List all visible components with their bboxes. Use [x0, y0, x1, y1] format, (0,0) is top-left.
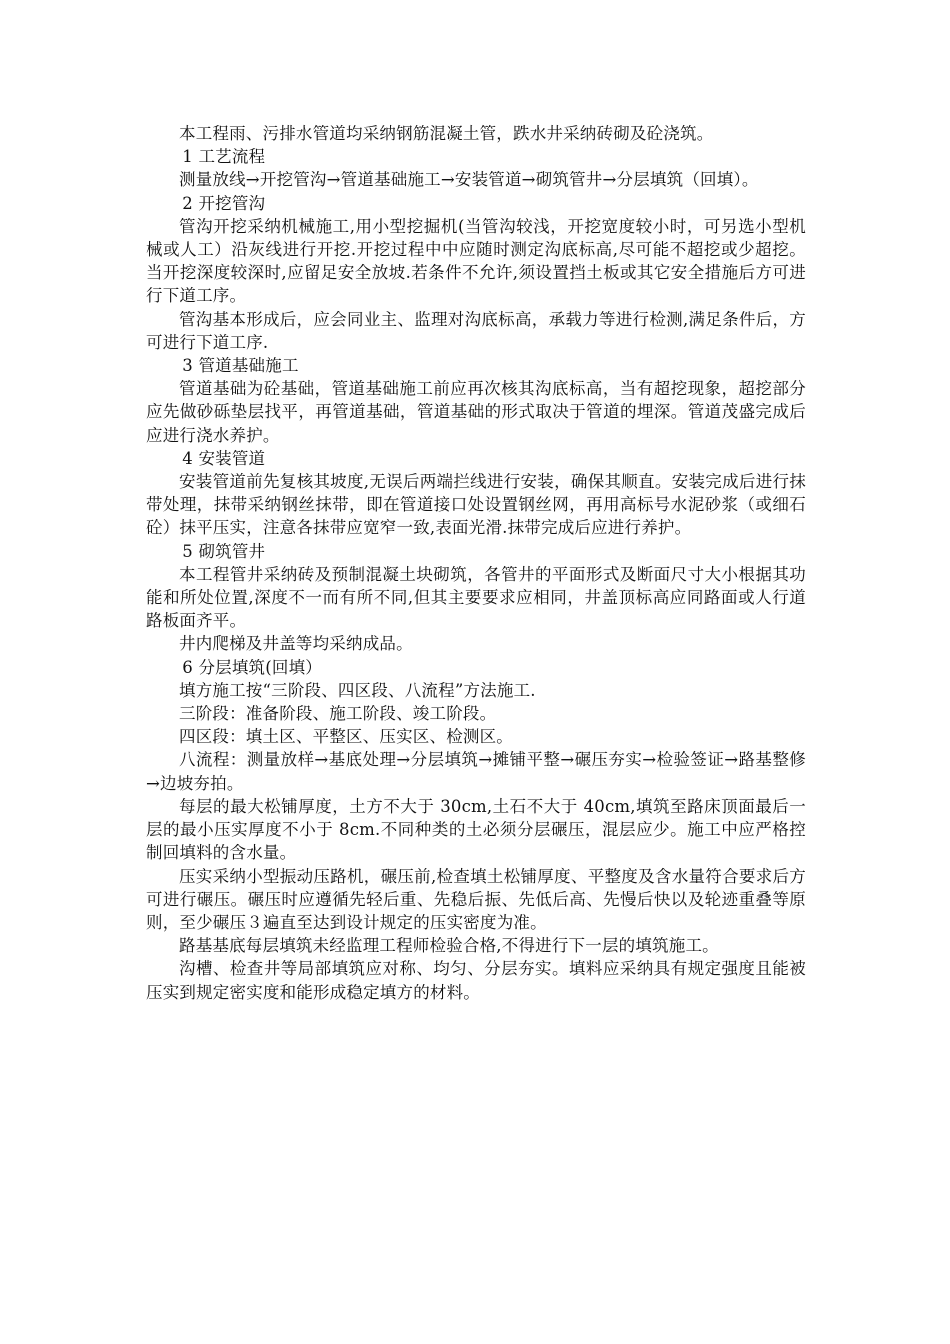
paragraph-three-stages: 三阶段：准备阶段、施工阶段、竣工阶段。	[179, 704, 497, 724]
intro-paragraph: 本工程雨、污排水管道均采纳钢筋混凝土管，跌水井采纳砖砌及砼浇筑。	[179, 124, 714, 143]
paragraph-pipe-install: 安装管道前先复核其坡度,无误后两端拦线进行安装，确保其顺直。安装完成后进行抹带处理，抹带采纳钢丝抹带，即在管道接口处设置钢丝网，再用高标号水泥砂浆（或细石砼）抹平压实，注意各抹带应宽窄一致,表面光滑.抹带完成后应进行养护。	[146, 472, 806, 538]
section-heading-foundation: 3 管道基础施工	[182, 356, 299, 376]
paragraph-inspection-approval: 路基基底每层填筑未经监理工程师检验合格,不得进行下一层的填筑施工。	[179, 936, 719, 956]
paragraph-four-zones: 四区段：填土区、平整区、压实区、检测区。	[179, 727, 513, 747]
document-body	[146, 122, 806, 1004]
paragraph-process-flow: 测量放线→开挖管沟→管道基础施工→安装管道→砌筑管井→分层填筑（回填）。	[179, 170, 759, 190]
paragraph-compaction: 压实采纳小型振动压路机，碾压前,检查填土松铺厚度、平整度及含水量符合要求后方可进行碾压。碾压时应遵循先轻后重、先稳后振、先低后高、先慢后快以及轮迹重叠等原则，至少碾压３遍直至达到设计规定的压实密度为准。	[146, 866, 806, 932]
section-heading-pipe-install: 4 安装管道	[182, 448, 266, 468]
paragraph-backfill-method: 填方施工按“三阶段、四区段、八流程”方法施工.	[179, 680, 536, 700]
paragraph-trench-excavation: 管沟开挖采纳机械施工,用小型挖掘机(当管沟较浅，开挖宽度较小时，可另选小型机械或人工）沿灰线进行开挖.开挖过程中中应随时测定沟底标高,尽可能不超挖或少超挖。当开挖深度较深时,应留足安全放坡.若条件不允许,须设置挡土板或其它安全措施后方可进行下道工序。	[146, 216, 806, 306]
paragraph-manhole: 本工程管井采纳砖及预制混凝土块砌筑，各管井的平面形式及断面尺寸大小根据其功能和所处位置,深度不一而有所不同,但其主要要求应相同，井盖顶标高应同路面或人行道路板面齐平。	[146, 564, 806, 631]
section-heading-trench: 2 开挖管沟	[182, 193, 266, 213]
paragraph-foundation: 管道基础为砼基础，管道基础施工前应再次核其沟底标高，当有超挖现象，超挖部分应先做砂砾垫层找平，再管道基础，管道基础的形式取决于管道的埋深。管道茂盛完成后应进行浇水养护。	[146, 379, 806, 445]
paragraph-layer-thickness: 每层的最大松铺厚度，土方不大于 30cm,土石不大于 40cm,填筑至路床顶面最后一层的最小压实厚度不小于 8cm.不同种类的土必须分层碾压，混层应少。施工中应严格控制回填料的含水量。	[146, 796, 806, 863]
paragraph-manhole-fittings: 井内爬梯及井盖等均采纳成品。	[179, 634, 413, 654]
section-heading-process: 1 工艺流程	[182, 147, 266, 167]
section-heading-manhole: 5 砌筑管井	[182, 541, 266, 561]
paragraph-eight-steps: 八流程：测量放样→基底处理→分层填筑→摊铺平整→碾压夯实→检验签证→路基整修→边坡夯拍。	[146, 750, 806, 793]
paragraph-local-filling: 沟槽、检查井等局部填筑应对称、均匀、分层夯实。填料应采纳具有规定强度且能被压实到规定密实度和能形成稳定填方的材料。	[146, 959, 806, 1002]
section-heading-backfill: 6 分层填筑(回填）	[182, 657, 322, 677]
paragraph-trench-inspection: 管沟基本形成后，应会同业主、监理对沟底标高，承载力等进行检测,满足条件后，方可进行下道工序.	[146, 309, 806, 352]
